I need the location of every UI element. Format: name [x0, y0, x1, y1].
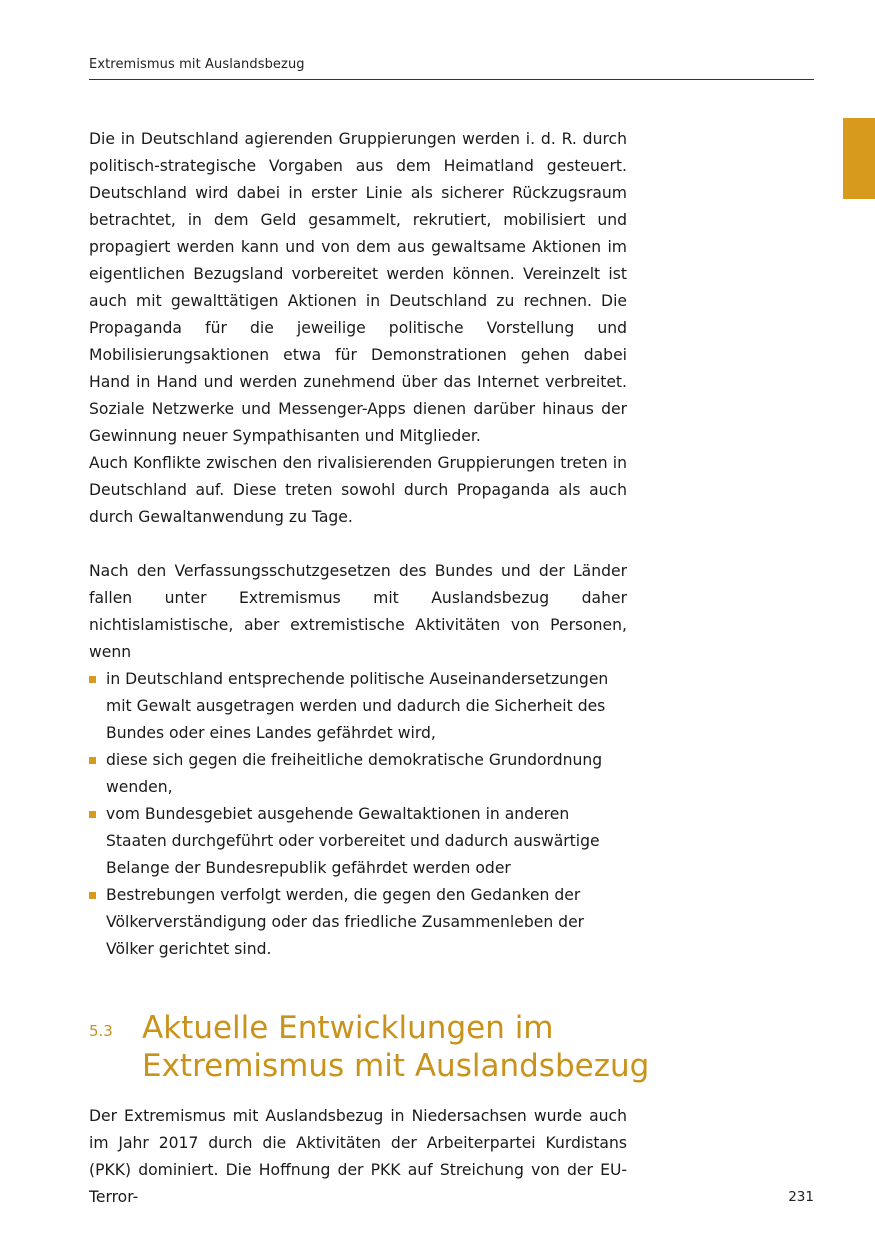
page-body	[89, 126, 650, 1211]
body-paragraph-1: Die in Deutschland agierenden Gruppierungen werden i. d. R. durch politisch-strategische Vorgaben aus dem Heimatland gesteuert. Deutschland wird dabei in erster Linie als sicherer Rückzugsraum betrachtet, in dem Geld gesammelt, rekrutiert, mobilisiert und propagiert werden kann und von dem aus gewaltsame Aktionen im eigentlichen Bezugsland vorbereitet werden können. Vereinzelt ist auch mit gewalttätigen Aktionen in Deutschland zu rechnen. Die Propaganda für die jeweilige politische Vorstellung und Mobilisierungsaktionen etwa für Demonstrationen gehen dabei Hand in Hand und werden zunehmend über das Internet verbreitet. Soziale Netzwerke und Messenger-Apps dienen darüber hinaus der Gewinnung neuer Sympathisanten und Mitglieder.	[89, 130, 627, 445]
body-paragraph-2: Auch Konflikte zwischen den rivalisierenden Gruppierungen treten in Deutschland auf. Diese treten sowohl durch Propaganda als auch durch Gewaltanwendung zu Tage.	[89, 454, 627, 526]
bullet-text: diese sich gegen die freiheitliche demokratische Grundordnung wenden,	[106, 751, 603, 796]
square-bullet-icon	[89, 892, 96, 899]
section-number: 5.3	[89, 1022, 113, 1040]
section-heading	[89, 1009, 650, 1089]
bullet-item	[89, 882, 627, 963]
bullet-text: vom Bundesgebiet ausgehende Gewaltaktionen in anderen Staaten durchgeführt oder vorbereitet und dadurch auswärtige Belange der Bundesrepublik gefährdet werden oder	[106, 805, 600, 877]
section-paragraph: Der Extremismus mit Auslandsbezug in Niedersachsen wurde auch im Jahr 2017 durch die Aktivitäten der Arbeiterpartei Kurdistans (PKK) dominiert. Die Hoffnung der PKK auf Streichung von der EU-Terror-	[89, 1107, 627, 1206]
bullet-item	[89, 747, 627, 801]
square-bullet-icon	[89, 811, 96, 818]
bullet-item	[89, 801, 627, 882]
bullet-item	[89, 666, 627, 747]
chapter-tab-marker	[843, 118, 875, 199]
bullet-list	[89, 666, 627, 963]
square-bullet-icon	[89, 676, 96, 683]
section-title: Aktuelle Entwicklungen im Extremismus mit Auslandsbezug	[142, 1010, 650, 1084]
header-divider	[89, 79, 814, 80]
body-paragraph-3: Nach den Verfassungsschutzgesetzen des Bundes und der Länder fallen unter Extremismus mit Auslandsbezug daher nichtislamistische, aber extremistische Aktivitäten von Personen, wenn	[89, 562, 627, 661]
running-header: Extremismus mit Auslandsbezug	[89, 57, 305, 72]
page-number: 231	[788, 1189, 814, 1205]
bullet-text: in Deutschland entsprechende politische Auseinandersetzungen mit Gewalt ausgetragen werden und dadurch die Sicherheit des Bundes oder eines Landes gefährdet wird,	[106, 670, 609, 742]
square-bullet-icon	[89, 757, 96, 764]
paragraph-spacer	[89, 531, 627, 558]
bullet-text: Bestrebungen verfolgt werden, die gegen den Gedanken der Völkerverständigung oder das friedliche Zusammenleben der Völker gerichtet sind.	[106, 886, 585, 958]
